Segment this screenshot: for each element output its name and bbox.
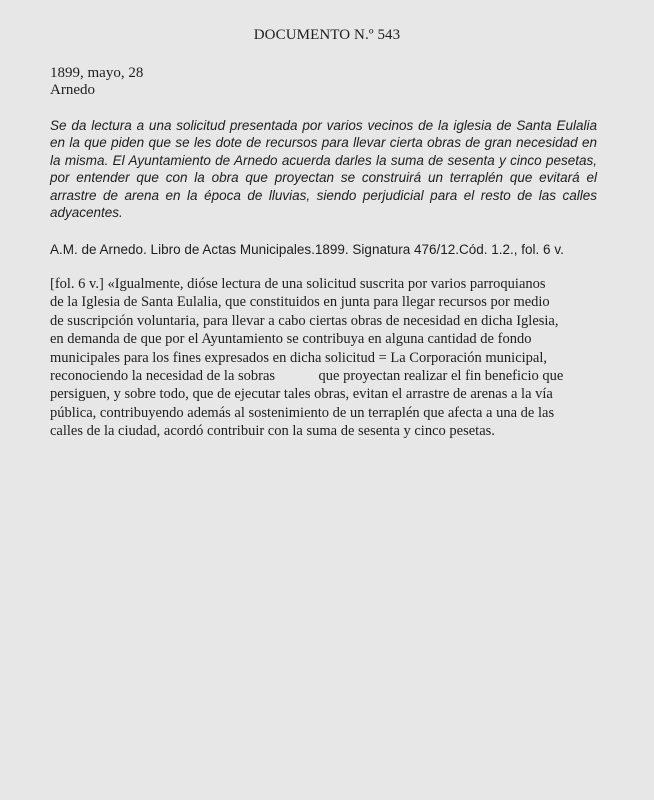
document-title: DOCUMENTO N.º 543 bbox=[253, 27, 401, 43]
transcription-line: municipales para los fines expresados en dicha solicitud = La Corporación municipal, bbox=[50, 349, 548, 366]
transcription-line: calles de la ciudad, acordó contribuir con la suma de sesenta y cinco pesetas. bbox=[50, 423, 495, 440]
document-summary: Se da lectura a una solicitud presentada por varios vecinos de la iglesia de Santa Eulalia en la que piden que se les dote de recursos para llevar cierta obras de gran necesidad en la misma. El Ayuntamiento de Arnedo acuerda darles la suma de sesenta y cinco pesetas, por entender que con la obra que proyectan se construirá un terraplén que evitará el arrastre de arena en la época de lluvias, siendo perjudicial para el resto de las calles adyacentes. bbox=[50, 118, 597, 221]
document-place: Arnedo bbox=[50, 82, 95, 98]
transcription-line: de la Iglesia de Santa Eulalia, que constituidos en junta para llegar recursos por medio bbox=[50, 294, 550, 311]
transcription-body bbox=[50, 275, 610, 441]
transcription-line: de suscripción voluntaria, para llevar a cabo ciertas obras de necesidad en dicha Iglesia, bbox=[50, 312, 559, 329]
transcription-line: pública, contribuyendo además al sostenimiento de un terraplén que afecta a una de las bbox=[50, 404, 555, 421]
transcription-line: en demanda de que por el Ayuntamiento se contribuya en alguna cantidad de fondo bbox=[50, 331, 532, 348]
document-date: 1899, mayo, 28 bbox=[50, 65, 144, 81]
transcription-line: [fol. 6 v.] «Igualmente, dióse lectura de una solicitud suscrita por varios parroquianos bbox=[50, 276, 546, 292]
transcription-line: persiguen, y sobre todo, que de ejecutar tales obras, evitan el arrastre de arenas a la vía bbox=[50, 386, 553, 403]
archive-reference: A.M. de Arnedo. Libro de Actas Municipales.1899. Signatura 476/12.Cód. 1.2., fol. 6 v. bbox=[50, 242, 564, 257]
transcription-line: reconociendo la necesidad de la sobras que proyectan realizar el fin beneficio que bbox=[50, 368, 564, 385]
